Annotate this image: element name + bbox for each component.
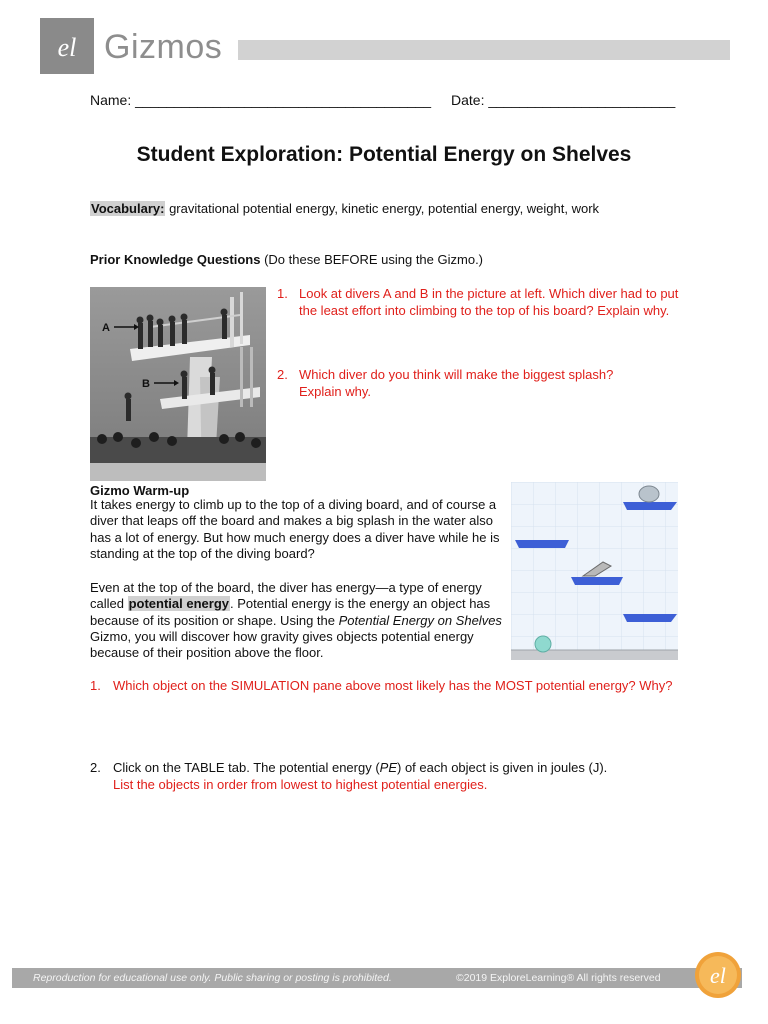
name-field[interactable]: [90, 92, 431, 108]
explorelearning-footer-logo: [693, 950, 743, 1000]
prior-question-2-number: 2.: [277, 367, 288, 382]
prior-knowledge-title: Prior Knowledge Questions: [90, 252, 261, 267]
logo-mark: el: [57, 33, 77, 62]
brand-title: Gizmos: [104, 28, 223, 66]
prior-question-1-number: 1.: [277, 286, 288, 301]
photo-label-b: B: [142, 378, 150, 390]
warmup-question-2-text: [113, 760, 683, 793]
warmup-question-1-number: 1.: [90, 678, 101, 693]
date-label: Date:: [451, 92, 485, 108]
page-title: Student Exploration: Potential Energy on Shelves: [136, 143, 632, 166]
warmup-paragraph-1: It takes energy to climb up to the top of a diving board, and of course a diver that leaps off the board and makes a big splash in the water also has a lot of energy. But how much energy does a diver have while he is standing at the top of the diving board?: [90, 497, 500, 561]
warmup-question-1-text: Which object on the SIMULATION pane above most likely has the MOST potential energy? Why?: [113, 678, 673, 693]
q2-text-b: ) of each object is given in joules (J).: [397, 760, 608, 775]
prior-question-1: [277, 286, 697, 338]
para2-part-a: Even at the top of the board, the diver has energy—a type of energy called: [90, 580, 482, 612]
prior-knowledge-note: (Do these BEFORE using the Gizmo.): [264, 252, 484, 267]
q2-instruction: List the objects in order from lowest to highest potential energies.: [113, 776, 488, 792]
prior-question-2-text: Which diver do you think will make the biggest splash? Explain why.: [299, 367, 614, 399]
warmup-question-1: [90, 678, 690, 712]
warmup-question-2: [90, 760, 690, 794]
pe-abbrev: PE: [379, 760, 397, 775]
potential-energy-term: potential energy: [128, 596, 229, 612]
gizmo-name: Potential Energy on Shelves: [338, 612, 502, 628]
simulation-pane-image: [511, 482, 678, 660]
footer-logo-mark: el: [710, 963, 726, 988]
para2-part-c: Gizmo, you will discover how gravity gives objects potential energy because of their position above the floor.: [90, 628, 474, 661]
name-label: Name:: [90, 92, 132, 108]
vocabulary-terms: gravitational potential energy, kinetic energy, potential energy, weight, work: [169, 201, 600, 216]
para2-part-b: . Potential energy is the energy an object has because of its position or shape. Using the: [90, 596, 491, 628]
prior-knowledge-heading: [90, 252, 483, 267]
photo-label-a: A: [102, 322, 110, 334]
footer-copyright: ©2019 ExploreLearning® All rights reserved: [456, 972, 661, 984]
header-bar: [238, 40, 730, 60]
warmup-heading: Gizmo Warm-up: [90, 483, 190, 498]
q2-text-a: Click on the TABLE tab. The potential energy (: [113, 760, 380, 775]
prior-question-1-text: Look at divers A and B in the picture at left. Which diver had to put the least effort into climbing to the top of his board? Explain why.: [299, 286, 679, 318]
diving-board-photo: [90, 287, 266, 481]
name-line: ______________________________________: [135, 92, 431, 108]
vocabulary-label: Vocabulary:: [91, 201, 165, 216]
warmup-question-2-number: 2.: [90, 760, 101, 775]
explorelearning-logo: [40, 18, 94, 74]
vocabulary: [90, 201, 599, 216]
date-field[interactable]: [451, 92, 675, 108]
footer-disclaimer: Reproduction for educational use only. Public sharing or posting is prohibited.: [33, 972, 392, 984]
warmup-paragraph-2: [90, 580, 502, 661]
date-line: ________________________: [488, 92, 676, 108]
prior-question-2: [277, 367, 697, 403]
